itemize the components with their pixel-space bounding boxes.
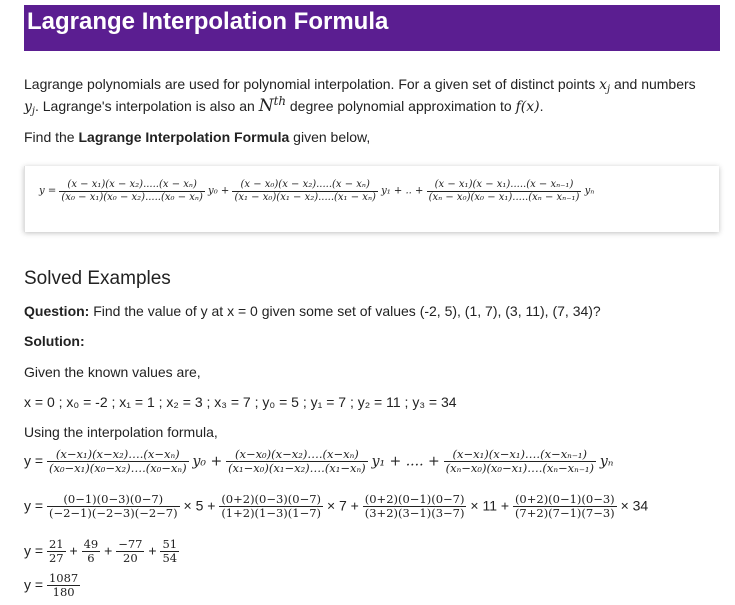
fx-symbol: f(x) (515, 99, 540, 115)
intro-text-2: and numbers (613, 76, 696, 92)
step2-frac-3: $\frac{(0+2)(0-1)(0-7)}{(3+2)(3-1)(3-7)}$ (364, 492, 465, 521)
step3-plus-3: + (148, 542, 157, 559)
formula-y: y = (39, 185, 57, 197)
step2-term-3: × 11 + (470, 497, 510, 514)
question-text: Find the value of y at x = 0 given some set of values (-2, 5), (1, 7), (3, 11), (7, 34)? (93, 303, 601, 319)
page-title: Lagrange Interpolation Formula (27, 8, 389, 35)
step-3-equation (24, 538, 179, 565)
step1-term-2: y₁ + .... + (371, 453, 440, 470)
formula-box (24, 166, 719, 232)
nth-symbol: $N^{th}$ (258, 94, 286, 116)
values-line: x = 0 ; x₀ = -2 ; x₁ = 1 ; x₂ = 3 ; x₃ = 7 ; y₀ = 5 ; y₁ = 7 ; y₂ = 11 ; y₃ = 34 (24, 394, 457, 410)
formula-frac-2: $\frac{\text{(x − x₀)(x − x₂).....(x − xₙ)}}{\text{(x₁ − x₀)(x₁ − x₂).....(x₁ − xₙ)}}$ (234, 179, 376, 203)
intro-line-2 (24, 94, 544, 117)
find-line (24, 129, 370, 146)
step2-term-2: × 7 + (326, 497, 359, 514)
solved-examples-heading: Solved Examples (24, 268, 171, 289)
intro-text-4: degree polynomial approximation to (289, 98, 512, 114)
solution-label: Solution: (24, 333, 85, 349)
step3-plus-1: + (69, 542, 78, 559)
step-4-equation (24, 572, 80, 599)
step2-term-4: × 34 (620, 497, 649, 514)
intro-text-3: . Lagrange's interpolation is also an (34, 98, 255, 114)
step1-y: y = (24, 452, 44, 469)
formula-term-2: y₁ + .. + (381, 185, 424, 197)
find-bold: Lagrange Interpolation Formula (78, 129, 290, 145)
step-2-equation (24, 493, 648, 520)
step3-plus-2: + (104, 542, 113, 559)
step1-frac-1: $\frac{\text{(x−x₁)(x−x₂)….(x−xₙ)}}{\text{(x₀−x₁)(x₀−x₂)….(x₀−xₙ)}}$ (48, 447, 187, 476)
formula-term-1: y₀ + (208, 185, 230, 197)
step2-y: y = (24, 497, 44, 514)
general-formula (39, 179, 594, 203)
step1-frac-3: $\frac{\text{(x−x₁)(x−x₁)….(x−xₙ₋₁)}}{\text{(xₙ−x₀)(x₀−x₁)….(xₙ−xₙ₋₁)}}$ (445, 447, 594, 476)
question-line (24, 303, 601, 320)
step1-term-3: yₙ (599, 453, 614, 470)
formula-frac-3: $\frac{\text{(x − x₁)(x − x₁).....(x − xₙ₋₁)}}{\text{(xₙ − x₀)(x₀ − x₁).....(xₙ − xₙ₋₁)}}$ (428, 179, 580, 203)
using-line: Using the interpolation formula, (24, 424, 218, 440)
step4-y: y = (24, 576, 44, 593)
formula-term-3: yₙ (584, 185, 595, 197)
intro-text: Lagrange polynomials are used for polynomial interpolation. For a given set of distinct points (24, 76, 596, 92)
step3-frac-4: $\frac{51}{54}$ (162, 537, 178, 566)
period: . (539, 98, 544, 114)
question-label: Question: (24, 303, 90, 319)
formula-frac-1: $\frac{\text{(x − x₁)(x − x₂).....(x − xₙ)}}{\text{(x₀ − x₁)(x₀ − x₂).....(x₀ − xₙ)}}$ (61, 179, 203, 203)
step2-frac-2: $\frac{(0+2)(0-3)(0-7)}{(1+2)(1-3)(1-7)}$ (221, 492, 322, 521)
yj-symbol: $y_j$ (24, 99, 35, 117)
step-1-equation (24, 448, 613, 475)
step4-frac: $\frac{1087}{180}$ (48, 571, 79, 600)
step2-term-1: × 5 + (183, 497, 216, 514)
find-text-2: given below, (293, 129, 371, 145)
intro-line-1 (24, 76, 696, 94)
step1-term-1: y₀ + (192, 453, 223, 470)
step3-frac-1: $\frac{21}{27}$ (48, 537, 64, 566)
step1-frac-2: $\frac{\text{(x−x₀)(x−x₂)….(x−xₙ)}}{\text{(x₁−x₀)(x₁−x₂)….(x₁−xₙ)}}$ (228, 447, 366, 476)
known-line: Given the known values are, (24, 364, 201, 380)
step3-frac-2: $\frac{49}{6}$ (83, 537, 99, 566)
step3-y: y = (24, 542, 44, 559)
solution-line (24, 333, 85, 350)
step2-frac-1: $\frac{(0-1)(0-3)(0-7)}{(-2-1)(-2-3)(-2-7)}$ (48, 492, 178, 521)
step2-frac-4: $\frac{(0+2)(0-1)(0-3)}{(7+2)(7-1)(7-3)}$ (514, 492, 615, 521)
xj-symbol: $x_j$ (599, 77, 611, 95)
step3-frac-3: $\frac{-77}{20}$ (118, 537, 143, 566)
find-text: Find the (24, 129, 75, 145)
